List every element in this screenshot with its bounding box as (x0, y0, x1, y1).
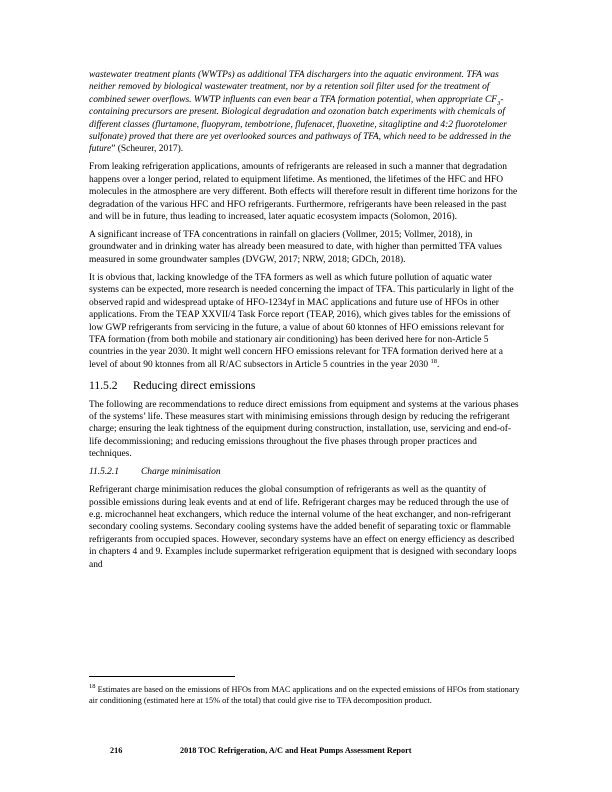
quote-text-continued: -containing precursors are present. Biological degradation and ozonation batch experiments with chemicals of different classes (flurtamone, fluopyram, tembotrione, flufenacet, fluoxetine, sitagliptine and 4:2 fluorotelomer sulfonate) proved that there are yet overlooked sources and pathways of TFA, which need to be addressed in the future (89, 94, 511, 155)
paragraph-leaking-refrigeration: From leaking refrigeration applications, amounts of refrigerants are released in such a manner that degradation happens over a longer period, related to equipment lifetime. As mentioned, the lifetimes of the HFC and HFO molecules in the atmosphere are very different. Both effects will therefore result in different time horizons for the degradation of the various HFC and HFO refrigerants. Furthermore, refrigerants have been released in the past and will be in future, thus leading to increased, later aquatic ecosystem impacts (Solomon, 2016). (89, 162, 518, 223)
report-title: 2018 TOC Refrigeration, A/C and Heat Pumps Assessment Report (180, 746, 412, 755)
subsection-number: 11.5.2.1 (89, 467, 119, 478)
paragraph-recommendations: The following are recommendations to reduce direct emissions from equipment and systems at the various phases of the systems’ life. These measures start with minimising emissions through design by reducing the refrigerant charge; ensuring the leak tightness of the equipment during construction, installation, use, servicing and end-of-life decommissioning; and reducing emissions throughout the five phases through proper practices and techniques. (89, 399, 519, 460)
body-text (89, 69, 519, 577)
section-heading (89, 380, 519, 392)
section-title: Reducing direct emissions (133, 379, 256, 393)
paragraph-tfa-concentrations: A significant increase of TFA concentrations in rainfall on glaciers (Vollmer, 2015; Vollmer, 2018), in groundwater and in drinking water has already been measured to date, with higher than permitted TFA values measured in some groundwater samples (DVGW, 2017; NRW, 2018; GDCh, 2018). (89, 230, 502, 265)
paragraph-research-end: . (437, 359, 440, 370)
subscript-3: 3 (497, 99, 501, 107)
quote-citation: ” (Scheurer, 2017). (111, 144, 184, 155)
paragraph-research-text: It is obvious that, lacking knowledge of the TFA formers as well as which future pollution of aquatic water systems can be expected, more research is needed concerning the impact of TFA. This particularly in light of the observed rapid and widespread uptake of HFO-1234yf in MAC applications and future use of HFOs in other applications. From the TEAP XXVII/4 Task Force report (TEAP, 2016), which gives tables for the emissions of low GWP refrigerants from servicing in the future, a value of about 60 ktonnes of HFO emissions relevant for TFA formation (from both mobile and stationary air conditioning) has been derived here for non-Article 5 countries in the year 2030. It might well concern HFO emissions relevant for TFA formation derived here at a level of about 90 ktonnes from all R/AC subsectors in Article 5 countries in the year 2030 (89, 272, 514, 370)
subsection-heading (89, 466, 519, 478)
paragraph-charge-minimisation: Refrigerant charge minimisation reduces the global consumption of refrigerants as well as the quantity of possible emissions during leak events and at end of life. Refrigerant charges may be reduced through the use of e.g. microchannel heat exchangers, which reduce the internal volume of the heat exchanger, and non-refrigerant secondary cooling systems. Secondary cooling systems have the added benefit of separating toxic or flammable refrigerants from occupied spaces. However, secondary systems have an effect on energy efficiency as described in chapters 4 and 9. Examples include supermarket refrigeration equipment that is designed with secondary loops and (89, 485, 517, 570)
page-number: 216 (110, 746, 123, 755)
footnote-divider (89, 676, 235, 677)
quote-paragraph (89, 69, 519, 156)
page-footer (110, 746, 510, 755)
paragraph-research-needed (89, 272, 519, 371)
footnote-reference[interactable]: 18 (430, 357, 438, 365)
footnote-mark: 18 (89, 683, 96, 691)
footnote (89, 684, 521, 707)
section-number: 11.5.2 (89, 379, 118, 393)
quote-text: wastewater treatment plants (WWTPs) as additional TFA dischargers into the aquatic environment. TFA was neither removed by biological wastewater treatment, nor by a retention soil filter used for the treatment of combined sewer overflows. WWTP influents can even bear a TFA formation potential, when appropriate CF (89, 70, 499, 105)
footnote-text: Estimates are based on the emissions of HFOs from MAC applications and on the expected emissions of HFOs from stationary air conditioning (estimated here at 15% of the total) that could give rise to TFA decomposition product. (89, 685, 520, 706)
subsection-title: Charge minimisation (141, 467, 221, 478)
